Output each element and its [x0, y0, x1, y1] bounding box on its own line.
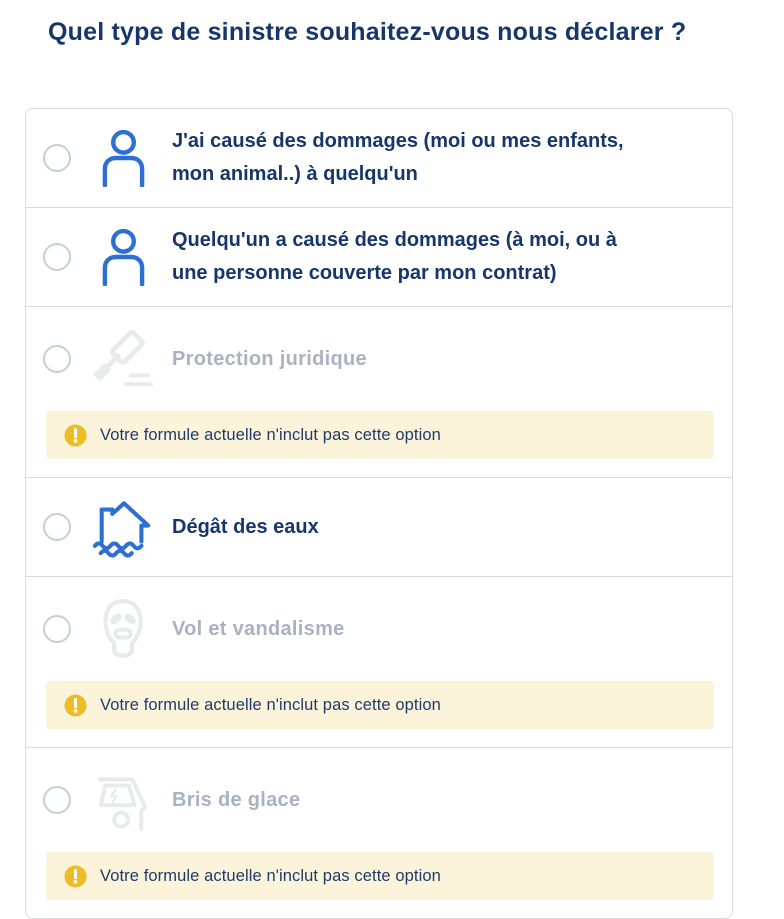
- warning-text: Votre formule actuelle n'inclut pas cette option: [100, 866, 441, 885]
- option-main[interactable]: [26, 109, 732, 207]
- option-main[interactable]: [26, 748, 732, 852]
- option-label: Dégât des eaux: [172, 515, 319, 538]
- person-icon: [92, 129, 154, 187]
- option-main[interactable]: [26, 208, 732, 306]
- warning-icon: [64, 424, 87, 447]
- option-row-water-damage[interactable]: [26, 477, 732, 576]
- option-label: Protection juridique: [172, 347, 367, 370]
- option-label: Bris de glace: [172, 788, 301, 811]
- radio-button[interactable]: [43, 615, 71, 643]
- broken-glass-icon: [92, 767, 154, 833]
- warning-icon: [64, 865, 87, 888]
- gavel-icon: [92, 327, 154, 391]
- claim-type-options-list: [25, 108, 733, 919]
- option-row-theft-vandalism[interactable]: [26, 576, 732, 729]
- house-flood-icon: [92, 496, 154, 558]
- option-label: Vol et vandalisme: [172, 617, 345, 640]
- option-main[interactable]: [26, 307, 732, 411]
- radio-button[interactable]: [43, 345, 71, 373]
- option-main[interactable]: [26, 478, 732, 576]
- radio-button[interactable]: [43, 786, 71, 814]
- radio-button[interactable]: [43, 144, 71, 172]
- option-row-legal-protection[interactable]: [26, 306, 732, 459]
- option-label: Quelqu'un a causé des dommages (à moi, ou à une personne couverte par mon contrat): [172, 229, 617, 284]
- mask-icon: [92, 595, 154, 663]
- person-icon: [92, 228, 154, 286]
- radio-button[interactable]: [43, 243, 71, 271]
- radio-button[interactable]: [43, 513, 71, 541]
- option-main[interactable]: [26, 577, 732, 681]
- option-label: J'ai causé des dommages (moi ou mes enfants, mon animal..) à quelqu'un: [172, 130, 624, 185]
- option-row-caused-damage[interactable]: [26, 109, 732, 207]
- option-row-received-damage[interactable]: [26, 207, 732, 306]
- warning-banner: [46, 852, 714, 900]
- warning-text: Votre formule actuelle n'inclut pas cette option: [100, 425, 441, 444]
- warning-icon: [64, 694, 87, 717]
- warning-banner: [46, 681, 714, 729]
- option-row-broken-glass[interactable]: [26, 747, 732, 900]
- page-title: Quel type de sinistre souhaitez-vous nous déclarer ?: [48, 18, 687, 46]
- warning-banner: [46, 411, 714, 459]
- warning-text: Votre formule actuelle n'inclut pas cette option: [100, 695, 441, 714]
